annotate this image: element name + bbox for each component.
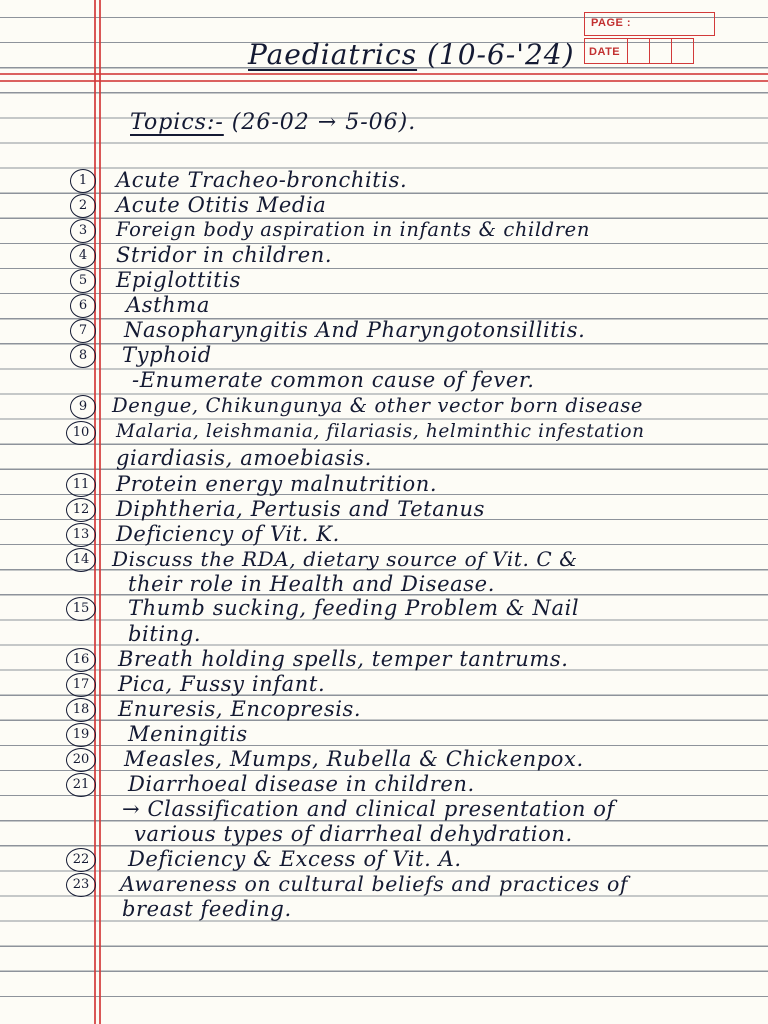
topic-item: Breath holding spells, temper tantrums. [118, 647, 569, 671]
topic-number-badge: 10 [66, 421, 96, 445]
title-subject: Paediatrics [248, 38, 418, 71]
topic-item: Malaria, leishmania, filariasis, helminthic infestation [116, 421, 645, 442]
topic-item: Typhoid [122, 343, 212, 367]
title-date: (10-6-'24) [426, 38, 575, 71]
date-cell [628, 38, 650, 64]
topic-item: Stridor in children. [116, 243, 333, 267]
topics-range: (26-02 → 5-06). [231, 110, 417, 135]
topic-number-badge: 2 [70, 194, 96, 218]
topic-subitem: breast feeding. [122, 897, 292, 921]
topic-number-badge: 17 [66, 673, 96, 697]
topic-item: Acute Otitis Media [116, 193, 327, 217]
header-rule [0, 80, 768, 82]
topic-item: Thumb sucking, feeding Problem & Nail [128, 596, 580, 620]
topic-item: Measles, Mumps, Rubella & Chickenpox. [124, 747, 584, 771]
margin-line [99, 0, 101, 1024]
topic-subitem: various types of diarrheal dehydration. [134, 822, 573, 846]
topic-number-badge: 22 [66, 848, 96, 872]
date-cell [672, 38, 694, 64]
topic-item: Pica, Fussy infant. [118, 672, 326, 696]
topic-number-badge: 7 [70, 319, 96, 343]
date-box [584, 38, 694, 64]
topic-subitem: biting. [128, 622, 202, 646]
topic-subitem: → Classification and clinical presentation of [122, 797, 615, 821]
topic-item: Nasopharyngitis And Pharyngotonsillitis. [124, 318, 586, 342]
topic-item: Diarrhoeal disease in children. [128, 772, 475, 796]
topic-number-badge: 12 [66, 498, 96, 522]
topic-number-badge: 8 [70, 344, 96, 368]
topic-number-badge: 20 [66, 748, 96, 772]
topic-item: Foreign body aspiration in infants & children [116, 218, 590, 241]
topic-item: Acute Tracheo-bronchitis. [116, 168, 408, 192]
topic-item: Awareness on cultural beliefs and practices of [120, 872, 629, 896]
topic-number-badge: 16 [66, 648, 96, 672]
topic-number-badge: 14 [66, 548, 96, 572]
topic-number-badge: 4 [70, 244, 96, 268]
topic-number-badge: 9 [70, 395, 96, 419]
topics-label: Topics:- [130, 110, 224, 135]
topic-item: Asthma [126, 293, 210, 317]
topic-number-badge: 3 [70, 219, 96, 243]
topic-item: Deficiency of Vit. K. [116, 522, 340, 546]
topic-item: Protein energy malnutrition. [116, 472, 438, 496]
page-label: PAGE : [591, 17, 632, 29]
topic-number-badge: 19 [66, 723, 96, 747]
topic-item: Meningitis [128, 722, 248, 746]
topic-item: Epiglottitis [116, 268, 242, 292]
topic-item: Dengue, Chikungunya & other vector born disease [112, 394, 644, 417]
topic-subitem: giardiasis, amoebiasis. [116, 446, 372, 470]
topic-number-badge: 5 [70, 269, 96, 293]
topic-number-badge: 6 [70, 294, 96, 318]
topic-item: Diphtheria, Pertusis and Tetanus [116, 497, 486, 521]
topic-subitem: -Enumerate common cause of fever. [132, 368, 535, 392]
topic-item: Deficiency & Excess of Vit. A. [128, 847, 462, 871]
date-label: DATE [584, 38, 628, 64]
topic-subitem: their role in Health and Disease. [128, 572, 495, 596]
topic-item: Enuresis, Encopresis. [118, 697, 362, 721]
topic-number-badge: 13 [66, 523, 96, 547]
page-number-box [584, 12, 715, 36]
topics-heading [130, 110, 416, 135]
topic-number-badge: 23 [66, 873, 96, 897]
topic-item: Discuss the RDA, dietary source of Vit. C & [112, 547, 578, 571]
topic-number-badge: 1 [70, 169, 96, 193]
topic-number-badge: 21 [66, 773, 96, 797]
header-rule [0, 73, 768, 75]
topic-number-badge: 15 [66, 597, 96, 621]
topic-number-badge: 18 [66, 698, 96, 722]
topic-number-badge: 11 [66, 473, 96, 497]
date-cell [650, 38, 672, 64]
page-title [248, 38, 575, 71]
